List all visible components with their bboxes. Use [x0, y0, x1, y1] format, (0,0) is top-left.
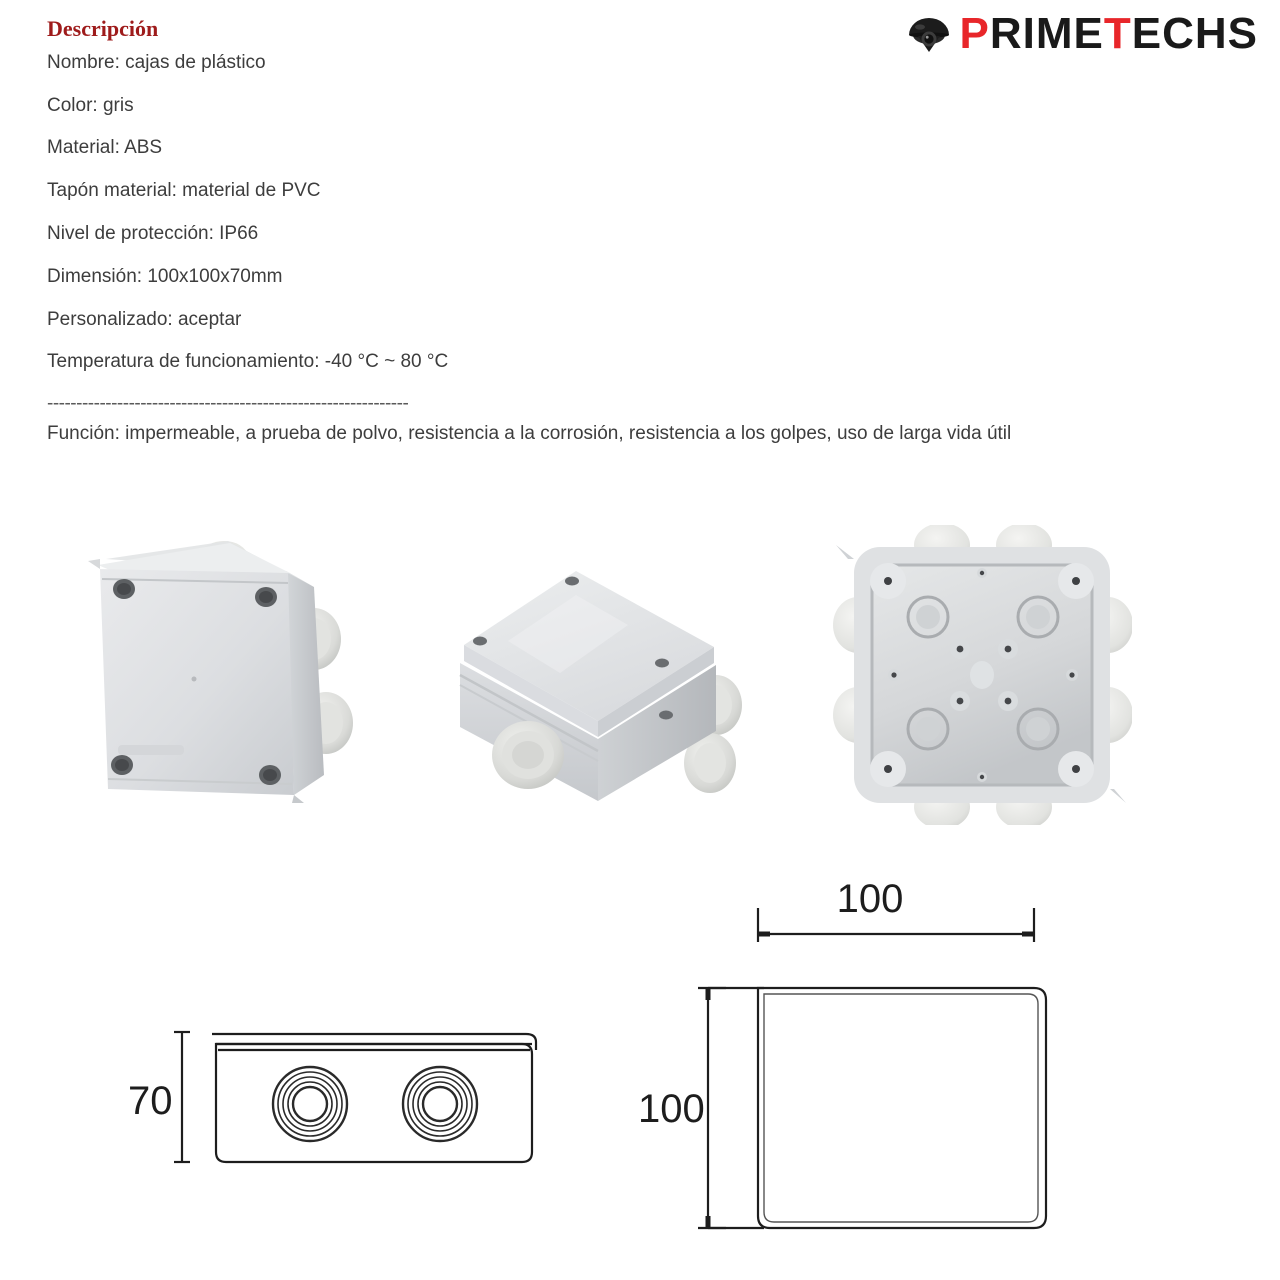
description-block [47, 16, 1237, 446]
spec-line-color: Color: gris [47, 94, 134, 116]
brand-letter-t: T [1103, 9, 1132, 58]
product-photo-row [0, 505, 1280, 835]
brand-letter-p: P [959, 9, 990, 58]
technical-drawing-row [0, 860, 1280, 1280]
junction-box-open-interior [832, 525, 1132, 825]
side-view-drawing [120, 1010, 570, 1190]
brand-letters-rime: RIME [989, 9, 1104, 58]
top-view-drawing [630, 878, 1060, 1278]
spec-line-dimension: Dimensión: 100x100x70mm [47, 265, 283, 287]
side-view-height-label: 70 [128, 1079, 173, 1123]
spec-line-nombre: Nombre: cajas de plástico [47, 51, 266, 73]
top-view-height-label: 100 [638, 1087, 705, 1131]
description-title: Descripción [47, 16, 159, 41]
spec-line-personalizado: Personalizado: aceptar [47, 308, 242, 330]
spec-line-temperatura: Temperatura de funcionamiento: -40 °C ~ 80 °C [47, 351, 449, 373]
spec-line-material: Material: ABS [47, 137, 163, 159]
section-separator: -------------------------------------------------------------- [47, 394, 409, 414]
top-view-width-label: 100 [836, 878, 904, 921]
brand-letters-echs: ECHS [1131, 9, 1258, 58]
spec-line-proteccion: Nivel de protección: IP66 [47, 223, 259, 245]
junction-box-closed-isometric [448, 555, 748, 805]
junction-box-closed-front [78, 527, 378, 817]
spec-line-tapon: Tapón material: material de PVC [47, 180, 321, 202]
function-line: Función: impermeable, a prueba de polvo, resistencia a la corrosión, resistencia a los golpes, uso de larga vida útil [47, 423, 1012, 445]
